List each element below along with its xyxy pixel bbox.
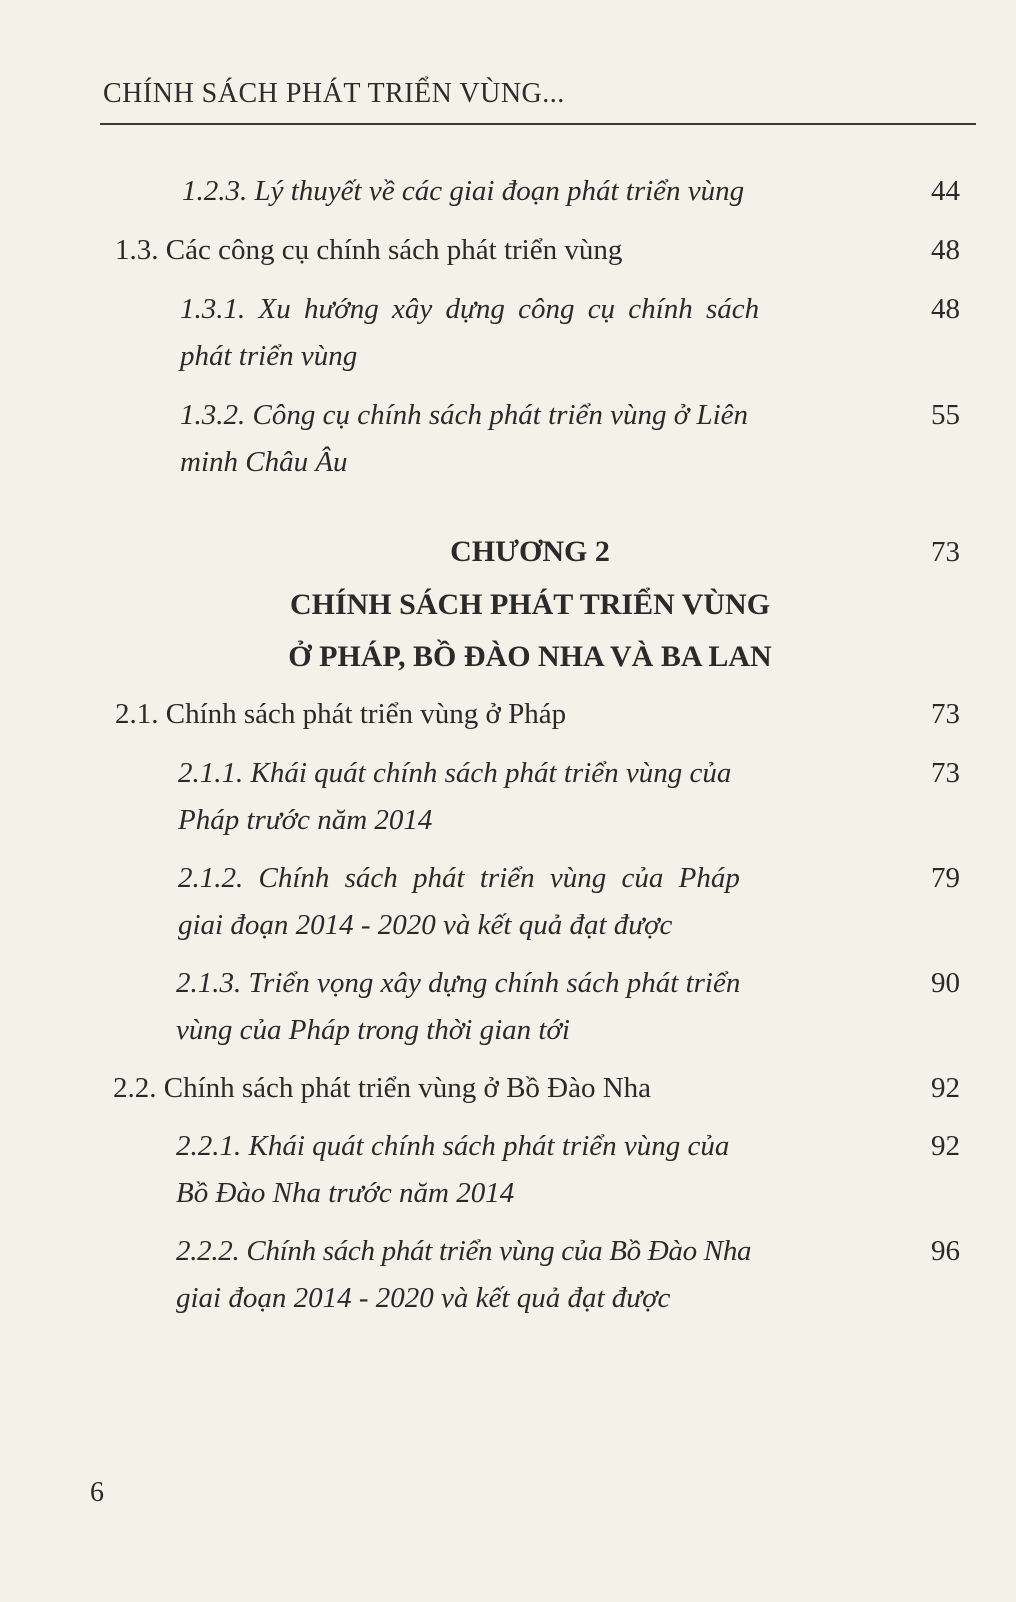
toc-page-number: 73 xyxy=(931,536,960,568)
toc-entry-line: 2.1.1. Khái quát chính sách phát triển vùng của xyxy=(178,757,732,789)
toc-entry-line: 1.3.2. Công cụ chính sách phát triển vùng ở Liên xyxy=(180,399,749,431)
toc-page-number: 73 xyxy=(931,698,960,730)
toc-entry-line: Bồ Đào Nha trước năm 2014 xyxy=(176,1177,515,1209)
toc-entry-line: 1.3. Các công cụ chính sách phát triển vùng xyxy=(115,234,623,266)
toc-page-number: 55 xyxy=(931,399,960,431)
toc-entry-line: 2.1.3. Triển vọng xây dựng chính sách phát triển xyxy=(176,967,741,999)
toc-entry-1-3-1 xyxy=(180,286,759,380)
toc-entry-2-2-1 xyxy=(176,1123,729,1217)
toc-page-number: 79 xyxy=(931,862,960,894)
running-header: CHÍNH SÁCH PHÁT TRIỂN VÙNG... xyxy=(103,78,565,109)
chapter-label: CHƯƠNG 2 xyxy=(450,535,610,568)
toc-entry-line: giai đoạn 2014 - 2020 và kết quả đạt được xyxy=(176,1282,671,1314)
toc-entry-1-3 xyxy=(115,227,622,274)
toc-entry-line: 1.2.3. Lý thuyết về các giai đoạn phát triển vùng xyxy=(182,175,745,207)
toc-page-number: 44 xyxy=(931,175,960,207)
toc-entry-line: minh Châu Âu xyxy=(180,446,348,478)
toc-entry-line: Pháp trước năm 2014 xyxy=(178,804,433,836)
toc-entry-2-1 xyxy=(115,691,566,738)
toc-entry-2-2-2 xyxy=(176,1228,751,1322)
toc-entry-1-3-2 xyxy=(180,392,748,486)
toc-page-number: 48 xyxy=(931,293,960,325)
toc-entry-line: giai đoạn 2014 - 2020 và kết quả đạt được xyxy=(178,909,673,941)
toc-entry-line: 2.2. Chính sách phát triển vùng ở Bồ Đào Nha xyxy=(113,1072,652,1104)
toc-entry-line: 2.1. Chính sách phát triển vùng ở Pháp xyxy=(115,698,567,730)
header-rule xyxy=(100,123,976,125)
chapter-title-line-2: Ở PHÁP, BỒ ĐÀO NHA VÀ BA LAN xyxy=(288,640,772,673)
toc-entry-line: 2.1.2. Chính sách phát triển vùng của Pháp xyxy=(178,862,740,894)
toc-page-number: 92 xyxy=(931,1130,960,1162)
toc-page-number: 92 xyxy=(931,1072,960,1104)
toc-entry-line: phát triển vùng xyxy=(180,340,358,372)
toc-page-number: 48 xyxy=(931,234,960,266)
page-number: 6 xyxy=(90,1477,104,1508)
toc-entry-1-2-3 xyxy=(182,168,744,215)
toc-page-number: 73 xyxy=(931,757,960,789)
toc-entry-line: 2.2.2. Chính sách phát triển vùng của Bồ Đào Nha xyxy=(176,1235,752,1267)
toc-entry-line: vùng của Pháp trong thời gian tới xyxy=(176,1014,570,1046)
toc-entry-2-1-2 xyxy=(178,855,740,949)
toc-entry-line: 1.3.1. Xu hướng xây dựng công cụ chính sách xyxy=(180,293,760,325)
toc-entry-2-1-1 xyxy=(178,750,731,844)
chapter-title-line-1: CHÍNH SÁCH PHÁT TRIỂN VÙNG xyxy=(289,588,771,621)
toc-entry-2-2 xyxy=(113,1065,651,1112)
toc-entry-line: 2.2.1. Khái quát chính sách phát triển vùng của xyxy=(176,1130,730,1162)
toc-page-number: 90 xyxy=(931,967,960,999)
toc-page-number: 96 xyxy=(931,1235,960,1267)
toc-entry-2-1-3 xyxy=(176,960,740,1054)
